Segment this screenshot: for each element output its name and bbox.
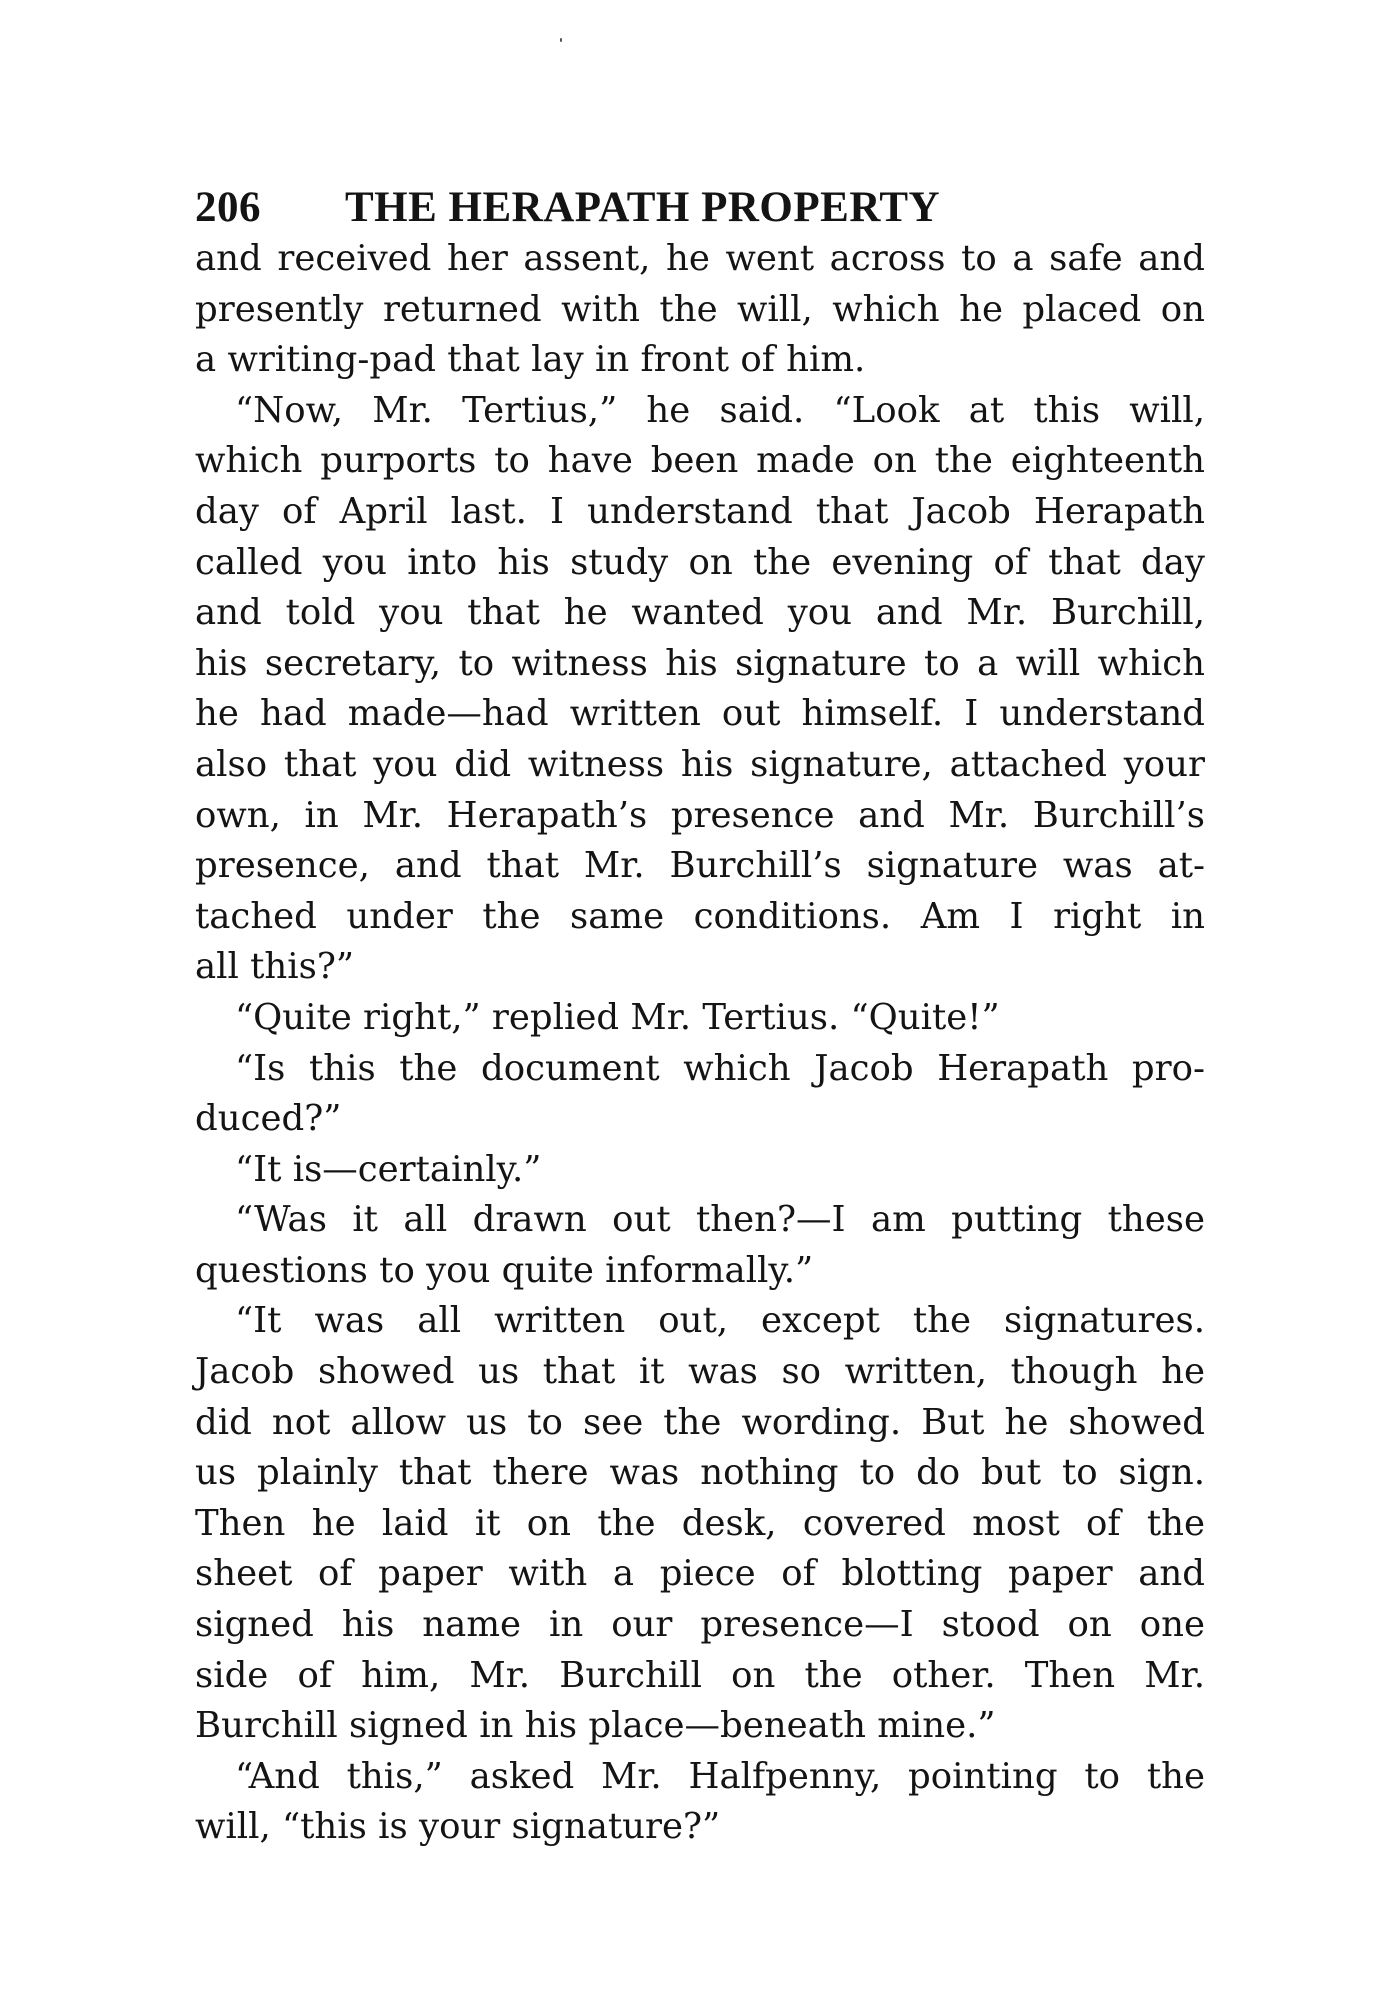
text-line: his secretary, to witness his signature to a will which: [195, 642, 1205, 684]
text-line: “Now, Mr. Tertius,” he said. “Look at this will,: [235, 389, 1205, 431]
text-line: all this?”: [195, 946, 355, 988]
text-line: day of April last. I understand that Jacob Herapath: [195, 490, 1205, 532]
text-line: presence, and that Mr. Burchill’s signature was at-: [195, 845, 1205, 887]
text-line: own, in Mr. Herapath’s presence and Mr. Burchill’s: [195, 794, 1205, 836]
text-line: also that you did witness his signature, attached your: [195, 743, 1205, 785]
text-line: tached under the same conditions. Am I right in: [195, 895, 1205, 937]
text-line: a writing-pad that lay in front of him.: [195, 339, 866, 381]
text-line: us plainly that there was nothing to do but to sign.: [195, 1452, 1205, 1494]
text-line: “Is this the document which Jacob Herapath pro-: [235, 1047, 1205, 1089]
text-line: Jacob showed us that it was so written, though he: [195, 1351, 1205, 1393]
text-line: Then he laid it on the desk, covered most of the: [195, 1502, 1205, 1544]
text-line: called you into his study on the evening of that day: [195, 541, 1205, 583]
text-line: which purports to have been made on the eighteenth: [195, 440, 1205, 482]
text-line: and received her assent, he went across to a safe and: [195, 238, 1205, 279]
book-title: THE HERAPATH PROPERTY: [345, 184, 941, 231]
running-head: [195, 178, 1205, 238]
text-line: he had made—had written out himself. I understand: [195, 693, 1205, 735]
text-line: questions to you quite informally.”: [195, 1249, 814, 1291]
text-line: “And this,” asked Mr. Halfpenny, pointing to the: [235, 1755, 1205, 1797]
text-line: and told you that he wanted you and Mr. Burchill,: [195, 592, 1205, 634]
text-line: duced?”: [195, 1098, 342, 1140]
text-line: signed his name in our presence—I stood on one: [195, 1604, 1205, 1646]
text-line: did not allow us to see the wording. But he showed: [195, 1401, 1205, 1443]
body-text: [195, 234, 1205, 1853]
page-number: 206: [195, 184, 261, 231]
text-line: side of him, Mr. Burchill on the other. Then Mr.: [195, 1654, 1205, 1696]
text-line: “Quite right,” replied Mr. Tertius. “Quite!”: [235, 996, 1000, 1038]
text-line: Burchill signed in his place—beneath mine.”: [195, 1705, 996, 1747]
text-line: sheet of paper with a piece of blotting paper and: [195, 1553, 1205, 1595]
text-line: “Was it all drawn out then?—I am putting these: [235, 1199, 1205, 1241]
print-speck: [560, 38, 562, 42]
text-line: “It was all written out, except the signatures.: [235, 1300, 1205, 1342]
text-line: “It is—certainly.”: [235, 1148, 542, 1190]
text-line: presently returned with the will, which he placed on: [195, 288, 1205, 330]
text-line: will, “this is your signature?”: [195, 1806, 721, 1848]
